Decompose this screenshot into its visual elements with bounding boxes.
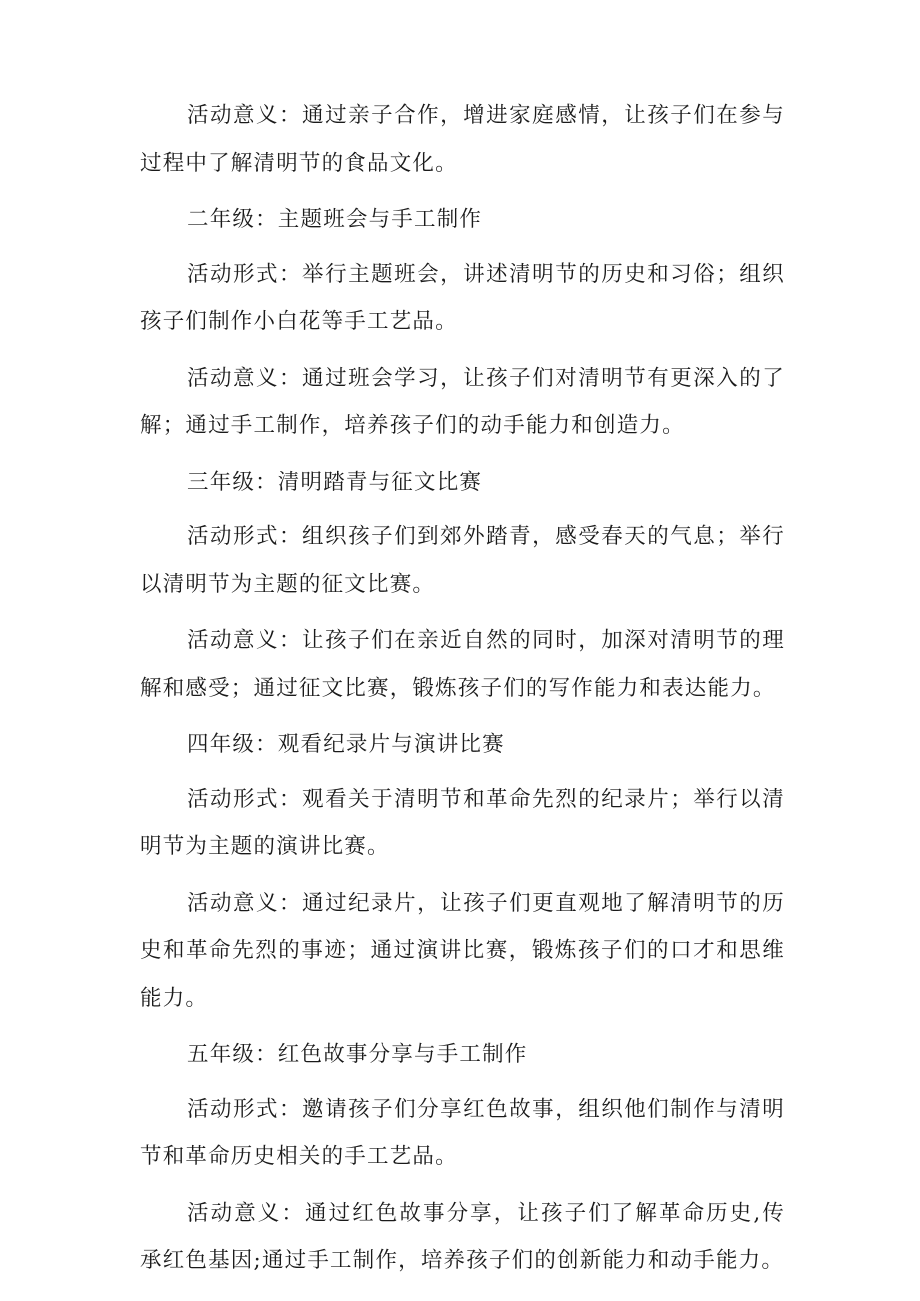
heading-grade4: 四年级：观看纪录片与演讲比赛 xyxy=(187,732,505,757)
paragraph-grade5-significance: 活动意义：通过红色故事分享，让孩子们了解革命历史,传承红色基因;通过手工制作，培养孩子们的创新能力和动手能力。 xyxy=(140,1200,785,1273)
paragraph-grade3-form: 活动形式：组织孩子们到郊外踏青，感受春天的气息；举行以清明节为主题的征文比赛。 xyxy=(140,524,785,597)
paragraph-grade2-significance: 活动意义：通过班会学习，让孩子们对清明节有更深入的了解；通过手工制作，培养孩子们的动手能力和创造力。 xyxy=(140,365,785,438)
paragraph-grade4-significance: 活动意义：通过纪录片，让孩子们更直观地了解清明节的历史和革命先烈的事迹；通过演讲比赛，锻炼孩子们的口才和思维能力。 xyxy=(140,890,785,1011)
heading-grade2: 二年级：主题班会与手工制作 xyxy=(187,207,483,232)
paragraph-grade1-significance: 活动意义：通过亲子合作，增进家庭感情，让孩子们在参与过程中了解清明节的食品文化。 xyxy=(140,103,785,176)
heading-grade3: 三年级：清明踏青与征文比赛 xyxy=(187,469,483,495)
paragraph-grade5-form: 活动形式：邀请孩子们分享红色故事，组织他们制作与清明节和革命历史相关的手工艺品。 xyxy=(140,1096,785,1169)
document-body xyxy=(140,92,785,1294)
paragraph-grade4-form: 活动形式：观看关于清明节和革命先烈的纪录片；举行以清明节为主题的演讲比赛。 xyxy=(140,786,785,859)
paragraph-grade2-form: 活动形式：举行主题班会，讲述清明节的历史和习俗；组织孩子们制作小白花等手工艺品。 xyxy=(140,261,785,334)
paragraph-grade3-significance: 活动意义：让孩子们在亲近自然的同时，加深对清明节的理解和感受；通过征文比赛，锻炼孩子们的写作能力和表达能力。 xyxy=(140,628,785,701)
heading-grade5: 五年级：红色故事分享与手工制作 xyxy=(187,1042,528,1067)
